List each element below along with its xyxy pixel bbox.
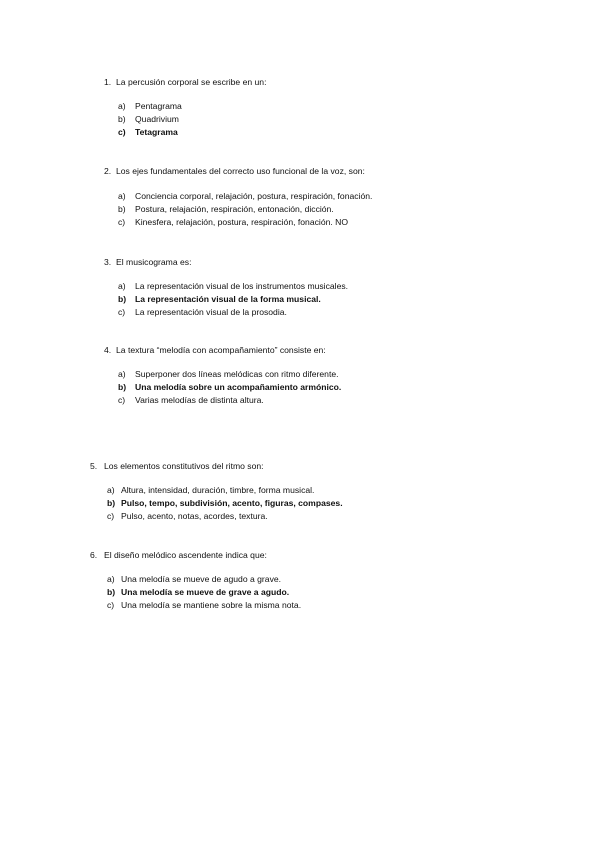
option-letter: b) — [118, 294, 127, 304]
question-text: El diseño melódico ascendente indica que: — [104, 550, 267, 560]
option-text: La representación visual de la forma musical. — [135, 294, 321, 304]
question-number: 3. — [104, 257, 112, 267]
option-text: Tetagrama — [135, 127, 178, 137]
question-text: La textura “melodía con acompañamiento” consiste en: — [116, 345, 326, 355]
answer-option-a — [118, 369, 339, 379]
option-letter: b) — [118, 114, 126, 124]
option-text: Quadrivium — [135, 114, 179, 124]
option-letter: b) — [107, 498, 116, 508]
option-letter: c) — [107, 511, 115, 521]
option-text: Una melodía se mueve de agudo a grave. — [121, 574, 282, 584]
answer-option-b — [118, 294, 321, 304]
option-letter: c) — [118, 307, 126, 317]
option-text: La representación visual de la prosodia. — [135, 307, 287, 317]
option-text: Una melodía se mantiene sobre la misma nota. — [121, 600, 302, 610]
answer-option-b — [118, 382, 341, 392]
answer-option-c — [118, 307, 287, 317]
option-text: Altura, intensidad, duración, timbre, forma musical. — [121, 485, 315, 495]
answer-option-a — [118, 191, 372, 201]
answer-option-a — [118, 101, 182, 111]
question-number: 5. — [90, 461, 98, 471]
option-text: Kinesfera, relajación, postura, respiración, fonación. NO — [135, 217, 349, 227]
option-letter: a) — [107, 574, 115, 584]
option-text: La representación visual de los instrumentos musicales. — [135, 281, 349, 291]
question-text: La percusión corporal se escribe en un: — [116, 77, 267, 87]
option-text: Pulso, acento, notas, acordes, textura. — [121, 511, 268, 521]
option-letter: a) — [118, 369, 126, 379]
option-text: Una melodía sobre un acompañamiento armónico. — [135, 382, 342, 392]
option-letter: c) — [107, 600, 115, 610]
answer-option-c — [118, 217, 348, 227]
question-text: Los elementos constitutivos del ritmo son: — [104, 461, 264, 471]
question-number: 1. — [104, 77, 112, 87]
option-letter: c) — [118, 217, 126, 227]
option-letter: a) — [118, 281, 126, 291]
option-text: Pulso, tempo, subdivisión, acento, figuras, compases. — [121, 498, 343, 508]
option-letter: c) — [118, 127, 126, 137]
option-text: Varias melodías de distinta altura. — [135, 395, 264, 405]
answer-option-c — [118, 395, 264, 405]
question-number: 2. — [104, 166, 112, 176]
option-text: Postura, relajación, respiración, entonación, dicción. — [135, 204, 334, 214]
answer-option-c — [107, 600, 301, 610]
option-letter: c) — [118, 395, 126, 405]
answer-option-a — [118, 281, 348, 291]
answer-option-c — [107, 511, 268, 521]
option-letter: a) — [118, 191, 126, 201]
option-text: Superponer dos líneas melódicas con ritmo diferente. — [135, 369, 339, 379]
option-text: Pentagrama — [135, 101, 182, 111]
answer-option-a — [107, 574, 281, 584]
answer-option-c — [118, 127, 178, 137]
question-number: 4. — [104, 345, 112, 355]
option-letter: b) — [118, 204, 126, 214]
option-text: Una melodía se mueve de grave a agudo. — [121, 587, 290, 597]
option-text: Conciencia corporal, relajación, postura, respiración, fonación. — [135, 191, 373, 201]
option-letter: a) — [107, 485, 115, 495]
answer-option-b — [118, 114, 179, 124]
option-letter: b) — [118, 382, 127, 392]
question-number: 6. — [90, 550, 98, 560]
question-text: Los ejes fundamentales del correcto uso funcional de la voz, son: — [116, 166, 365, 176]
question-text: El musicograma es: — [116, 257, 192, 267]
answer-option-b — [107, 587, 289, 597]
answer-option-b — [107, 498, 343, 508]
option-letter: b) — [107, 587, 116, 597]
answer-option-a — [107, 485, 314, 495]
answer-option-b — [118, 204, 334, 214]
option-letter: a) — [118, 101, 126, 111]
